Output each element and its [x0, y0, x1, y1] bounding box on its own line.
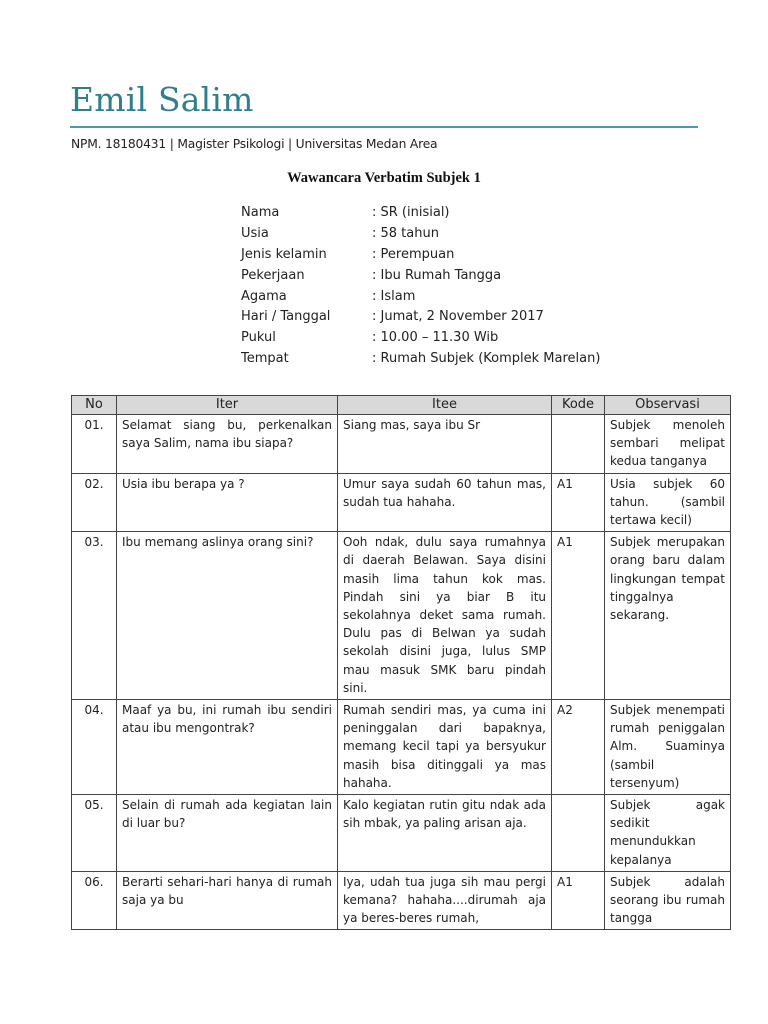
- verbatim-table: [71, 395, 731, 930]
- info-value: : Perempuan: [372, 246, 455, 262]
- author-name: Emil Salim: [70, 80, 254, 119]
- cell-itee: Rumah sendiri mas, ya cuma ini peninggalan dari bapaknya, memang kecil tapi ya bersyukur masih bisa ditinggali ya mas hahaha.: [338, 700, 552, 795]
- info-value: : Ibu Rumah Tangga: [372, 267, 502, 283]
- cell-observasi: Subjek menoleh sembari melipat kedua tanganya: [605, 415, 731, 474]
- table-row: [72, 871, 731, 930]
- cell-observasi: Subjek adalah seorang ibu rumah tangga: [605, 871, 731, 930]
- cell-iter: Maaf ya bu, ini rumah ibu sendiri atau ibu mengontrak?: [117, 700, 338, 795]
- table-row: [72, 473, 731, 532]
- cell-kode: A2: [552, 700, 605, 795]
- table-header-row: [72, 396, 731, 415]
- document-title: Wawancara Verbatim Subjek 1: [287, 170, 481, 186]
- cell-kode: [552, 415, 605, 474]
- cell-iter: Berarti sehari-hari hanya di rumah saja ya bu: [117, 871, 338, 930]
- info-value: : 10.00 – 11.30 Wib: [372, 330, 499, 346]
- header-kode: Kode: [552, 396, 605, 415]
- cell-no: 06.: [72, 871, 117, 930]
- cell-itee: Kalo kegiatan rutin gitu ndak ada sih mbak, ya paling arisan aja.: [338, 795, 552, 872]
- header-divider: [70, 126, 698, 128]
- cell-iter: Selamat siang bu, perkenalkan saya Salim, nama ibu siapa?: [117, 415, 338, 474]
- info-label: Usia: [241, 225, 269, 241]
- table-row: [72, 532, 731, 700]
- cell-itee: Iya, udah tua juga sih mau pergi kemana? hahaha....dirumah aja ya beres-beres rumah,: [338, 871, 552, 930]
- cell-no: 03.: [72, 532, 117, 700]
- info-value: : Islam: [372, 288, 416, 304]
- cell-observasi: Subjek menempati rumah peniggalan Alm. Suaminya (sambil tersenyum): [605, 700, 731, 795]
- cell-observasi: Subjek merupakan orang baru dalam lingkungan tempat tinggalnya sekarang.: [605, 532, 731, 700]
- header-itee: Itee: [338, 396, 552, 415]
- info-label: Tempat: [241, 351, 289, 367]
- cell-kode: A1: [552, 871, 605, 930]
- header-observasi: Observasi: [605, 396, 731, 415]
- info-label: Jenis kelamin: [241, 246, 327, 262]
- cell-itee: Siang mas, saya ibu Sr: [338, 415, 552, 474]
- info-label: Agama: [241, 288, 287, 304]
- table-row: [72, 700, 731, 795]
- cell-observasi: Usia subjek 60 tahun. (sambil tertawa kecil): [605, 473, 731, 532]
- cell-kode: [552, 795, 605, 872]
- info-value: : SR (inisial): [372, 205, 450, 220]
- info-label: Pukul: [241, 330, 276, 346]
- cell-iter: Ibu memang aslinya orang sini?: [117, 532, 338, 700]
- cell-iter: Selain di rumah ada kegiatan lain di luar bu?: [117, 795, 338, 872]
- info-value: : Rumah Subjek (Komplek Marelan): [372, 351, 601, 367]
- cell-itee: Umur saya sudah 60 tahun mas, sudah tua hahaha.: [338, 473, 552, 532]
- cell-no: 01.: [72, 415, 117, 474]
- table-row: [72, 415, 731, 474]
- header-iter: Iter: [117, 396, 338, 415]
- info-label: Pekerjaan: [241, 267, 305, 283]
- npm-line: NPM. 18180431 | Magister Psikologi | Universitas Medan Area: [71, 137, 438, 151]
- cell-itee: Ooh ndak, dulu saya rumahnya di daerah Belawan. Saya disini masih lima tahun kok mas. Pindah sini ya biar B itu sekolahnya deket sama rumah. Dulu pas di Belwan ya sudah sekolah disini juga, lulus SMP mau masuk SMK baru pindah sini.: [338, 532, 552, 700]
- table-row: [72, 795, 731, 872]
- info-value: : Jumat, 2 November 2017: [372, 309, 544, 325]
- cell-no: 04.: [72, 700, 117, 795]
- info-value: : 58 tahun: [372, 225, 439, 241]
- info-label: Nama: [241, 205, 280, 220]
- header-no: No: [72, 396, 117, 415]
- info-label: Hari / Tanggal: [241, 309, 331, 325]
- cell-iter: Usia ibu berapa ya ?: [117, 473, 338, 532]
- cell-kode: A1: [552, 473, 605, 532]
- cell-observasi: Subjek agak sedikit menundukkan kepalanya: [605, 795, 731, 872]
- cell-kode: A1: [552, 532, 605, 700]
- cell-no: 02.: [72, 473, 117, 532]
- cell-no: 05.: [72, 795, 117, 872]
